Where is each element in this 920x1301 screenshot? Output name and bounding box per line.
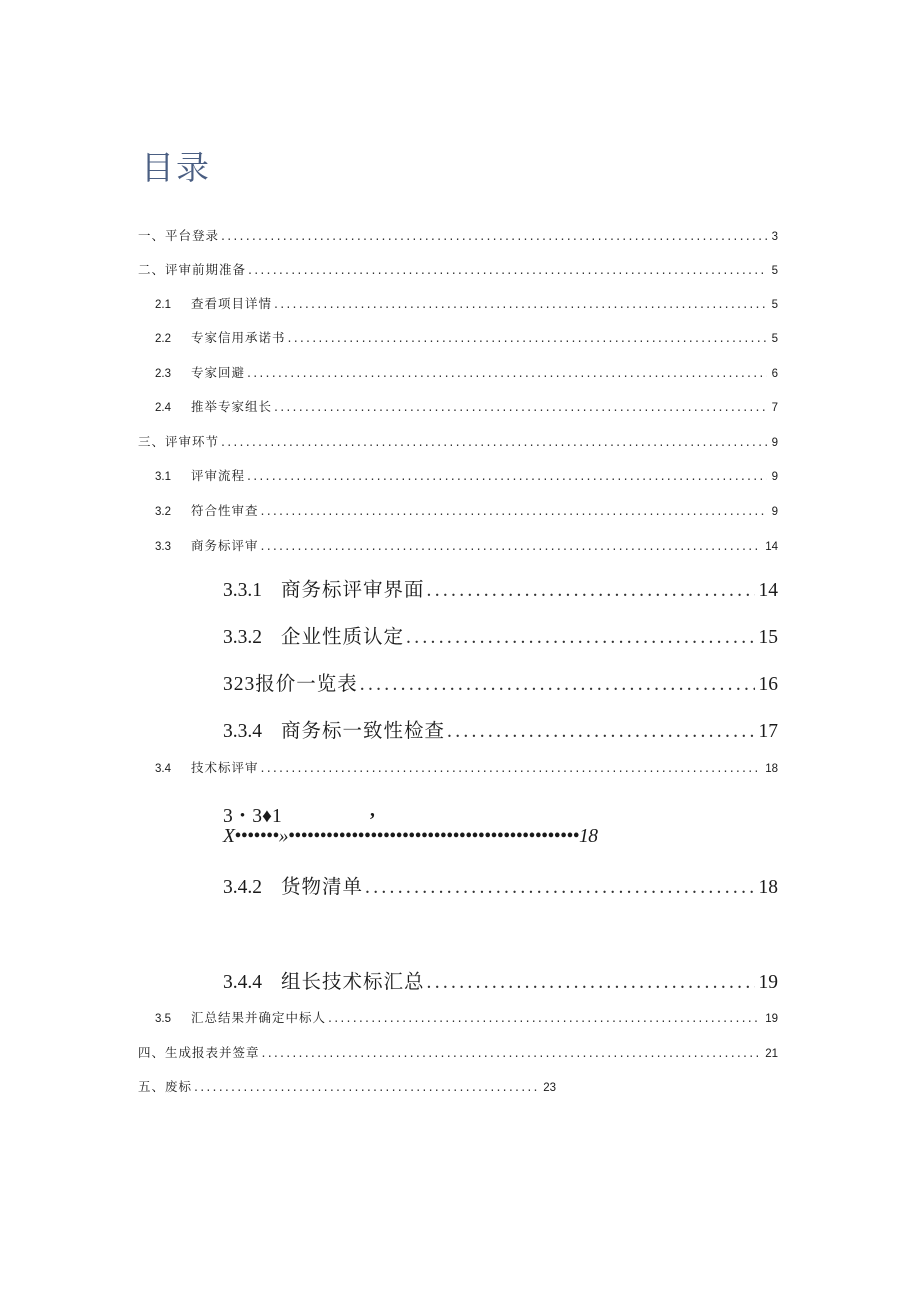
toc-entry-label: 三、评审环节 — [138, 434, 220, 449]
toc-title: 目录 — [141, 148, 211, 187]
toc-entry-number: 3.4.4 — [223, 972, 262, 993]
leader-dots — [247, 365, 767, 380]
toc-entry-page: 15 — [758, 627, 778, 648]
toc-entry[interactable] — [138, 1077, 556, 1095]
leader-dots — [274, 296, 767, 311]
toc-entry[interactable] — [223, 871, 778, 899]
toc-entry-label: 符合性审查 — [191, 503, 259, 518]
toc-entry[interactable] — [155, 536, 778, 554]
toc-entry-number: 3.2 — [155, 506, 171, 518]
toc-entry-page: 5 — [771, 333, 778, 345]
toc-entry[interactable] — [155, 397, 778, 415]
toc-entry-label: 二、评审前期准备 — [138, 262, 247, 277]
leader-dots — [194, 1079, 538, 1094]
toc-entry[interactable] — [223, 715, 778, 743]
garbled-entry-comma: , — [370, 800, 375, 821]
toc-entry-number: 2.4 — [155, 402, 171, 414]
toc-entry-number: 3.3.1 — [223, 580, 262, 601]
leader-dots — [447, 721, 754, 743]
toc-entry-page: 9 — [771, 437, 778, 449]
toc-entry[interactable] — [155, 363, 778, 381]
toc-entry-page: 18 — [765, 763, 778, 775]
leader-dots — [261, 538, 761, 553]
toc-entry-page: 7 — [771, 402, 778, 414]
leader-dots — [406, 627, 754, 649]
toc-entry-page: 6 — [771, 368, 778, 380]
leader-dots — [221, 434, 767, 449]
leader-dots — [262, 1045, 761, 1060]
leader-dots — [427, 972, 755, 994]
toc-entry[interactable] — [223, 574, 778, 602]
toc-entry[interactable] — [138, 1043, 778, 1061]
toc-entry-page: 9 — [771, 471, 778, 483]
leader-dots — [221, 228, 767, 243]
toc-entry-number: 2.2 — [155, 333, 171, 345]
toc-entry-label: 一、平台登录 — [138, 228, 220, 243]
toc-entry-number: 2.1 — [155, 299, 171, 311]
toc-entry-label: 商务标评审界面 — [281, 580, 425, 601]
toc-entry-number: 3.5 — [155, 1013, 171, 1025]
leader-dots — [247, 468, 767, 483]
leader-dots — [248, 262, 767, 277]
toc-entry[interactable] — [155, 466, 778, 484]
garbled-entry-number: 3・3♦1 — [223, 806, 282, 827]
toc-entry-label: 企业性质认定 — [281, 627, 405, 648]
toc-entry[interactable] — [223, 668, 778, 696]
toc-entry-page: 14 — [758, 580, 778, 601]
toc-entry-label: 查看项目详情 — [191, 296, 273, 311]
toc-entry-label: 专家回避 — [191, 365, 246, 380]
toc-entry-label: 四、生成报表并签章 — [138, 1045, 260, 1060]
toc-entry-label: 五、废标 — [138, 1079, 193, 1094]
toc-entry[interactable] — [138, 432, 778, 450]
leader-dots — [427, 580, 755, 602]
toc-entry-number: 3.4 — [155, 763, 171, 775]
toc-entry[interactable] — [155, 758, 778, 776]
toc-entry-page: 5 — [771, 299, 778, 311]
toc-entry-number: 3.1 — [155, 471, 171, 483]
leader-dots — [261, 760, 761, 775]
toc-entry-page: 23 — [543, 1082, 556, 1094]
toc-entry[interactable] — [155, 294, 778, 312]
toc-entry[interactable] — [138, 226, 778, 244]
toc-entry-page: 21 — [765, 1048, 778, 1060]
toc-entry[interactable] — [155, 1008, 778, 1026]
leader-dots — [328, 1010, 760, 1025]
toc-entry-number: 3.4.2 — [223, 877, 262, 898]
toc-entry-page: 9 — [771, 506, 778, 518]
toc-entry-label: 专家信用承诺书 — [191, 330, 286, 345]
leader-dots — [360, 674, 755, 696]
toc-entry-label: 货物清单 — [281, 877, 364, 898]
toc-entry-page: 16 — [758, 674, 778, 695]
garbled-entry-leader: X•••••••»••••••••••••••••••••••••••••••••••••••••••••••18 — [223, 826, 598, 847]
toc-entry[interactable] — [155, 501, 778, 519]
toc-entry-label: 323报价一览表 — [223, 674, 358, 695]
toc-entry[interactable] — [155, 328, 778, 346]
toc-entry-number: 2.3 — [155, 368, 171, 380]
toc-entry-page: 19 — [758, 972, 778, 993]
toc-entry[interactable] — [223, 966, 778, 994]
toc-entry-label: 商务标评审 — [191, 538, 259, 553]
toc-entry-label: 组长技术标汇总 — [281, 972, 425, 993]
toc-entry-page: 19 — [765, 1013, 778, 1025]
toc-entry-label: 技术标评审 — [191, 760, 259, 775]
toc-entry-page: 18 — [758, 877, 778, 898]
leader-dots — [261, 503, 767, 518]
toc-entry-label: 汇总结果并确定中标人 — [191, 1010, 327, 1025]
leader-dots — [288, 330, 767, 345]
toc-entry-label: 评审流程 — [191, 468, 246, 483]
toc-entry[interactable] — [223, 621, 778, 649]
leader-dots — [365, 877, 754, 899]
leader-dots — [274, 399, 767, 414]
toc-entry-page: 14 — [765, 541, 778, 553]
toc-entry[interactable] — [138, 260, 778, 278]
toc-entry-label: 商务标一致性检查 — [281, 721, 446, 742]
toc-entry-number: 3.3.2 — [223, 627, 262, 648]
toc-entry-number: 3.3.4 — [223, 721, 262, 742]
toc-entry-page: 5 — [771, 265, 778, 277]
toc-entry-page: 17 — [758, 721, 778, 742]
toc-entry-label: 推举专家组长 — [191, 399, 273, 414]
toc-entry-number: 3.3 — [155, 541, 171, 553]
toc-entry-page: 3 — [771, 231, 778, 243]
